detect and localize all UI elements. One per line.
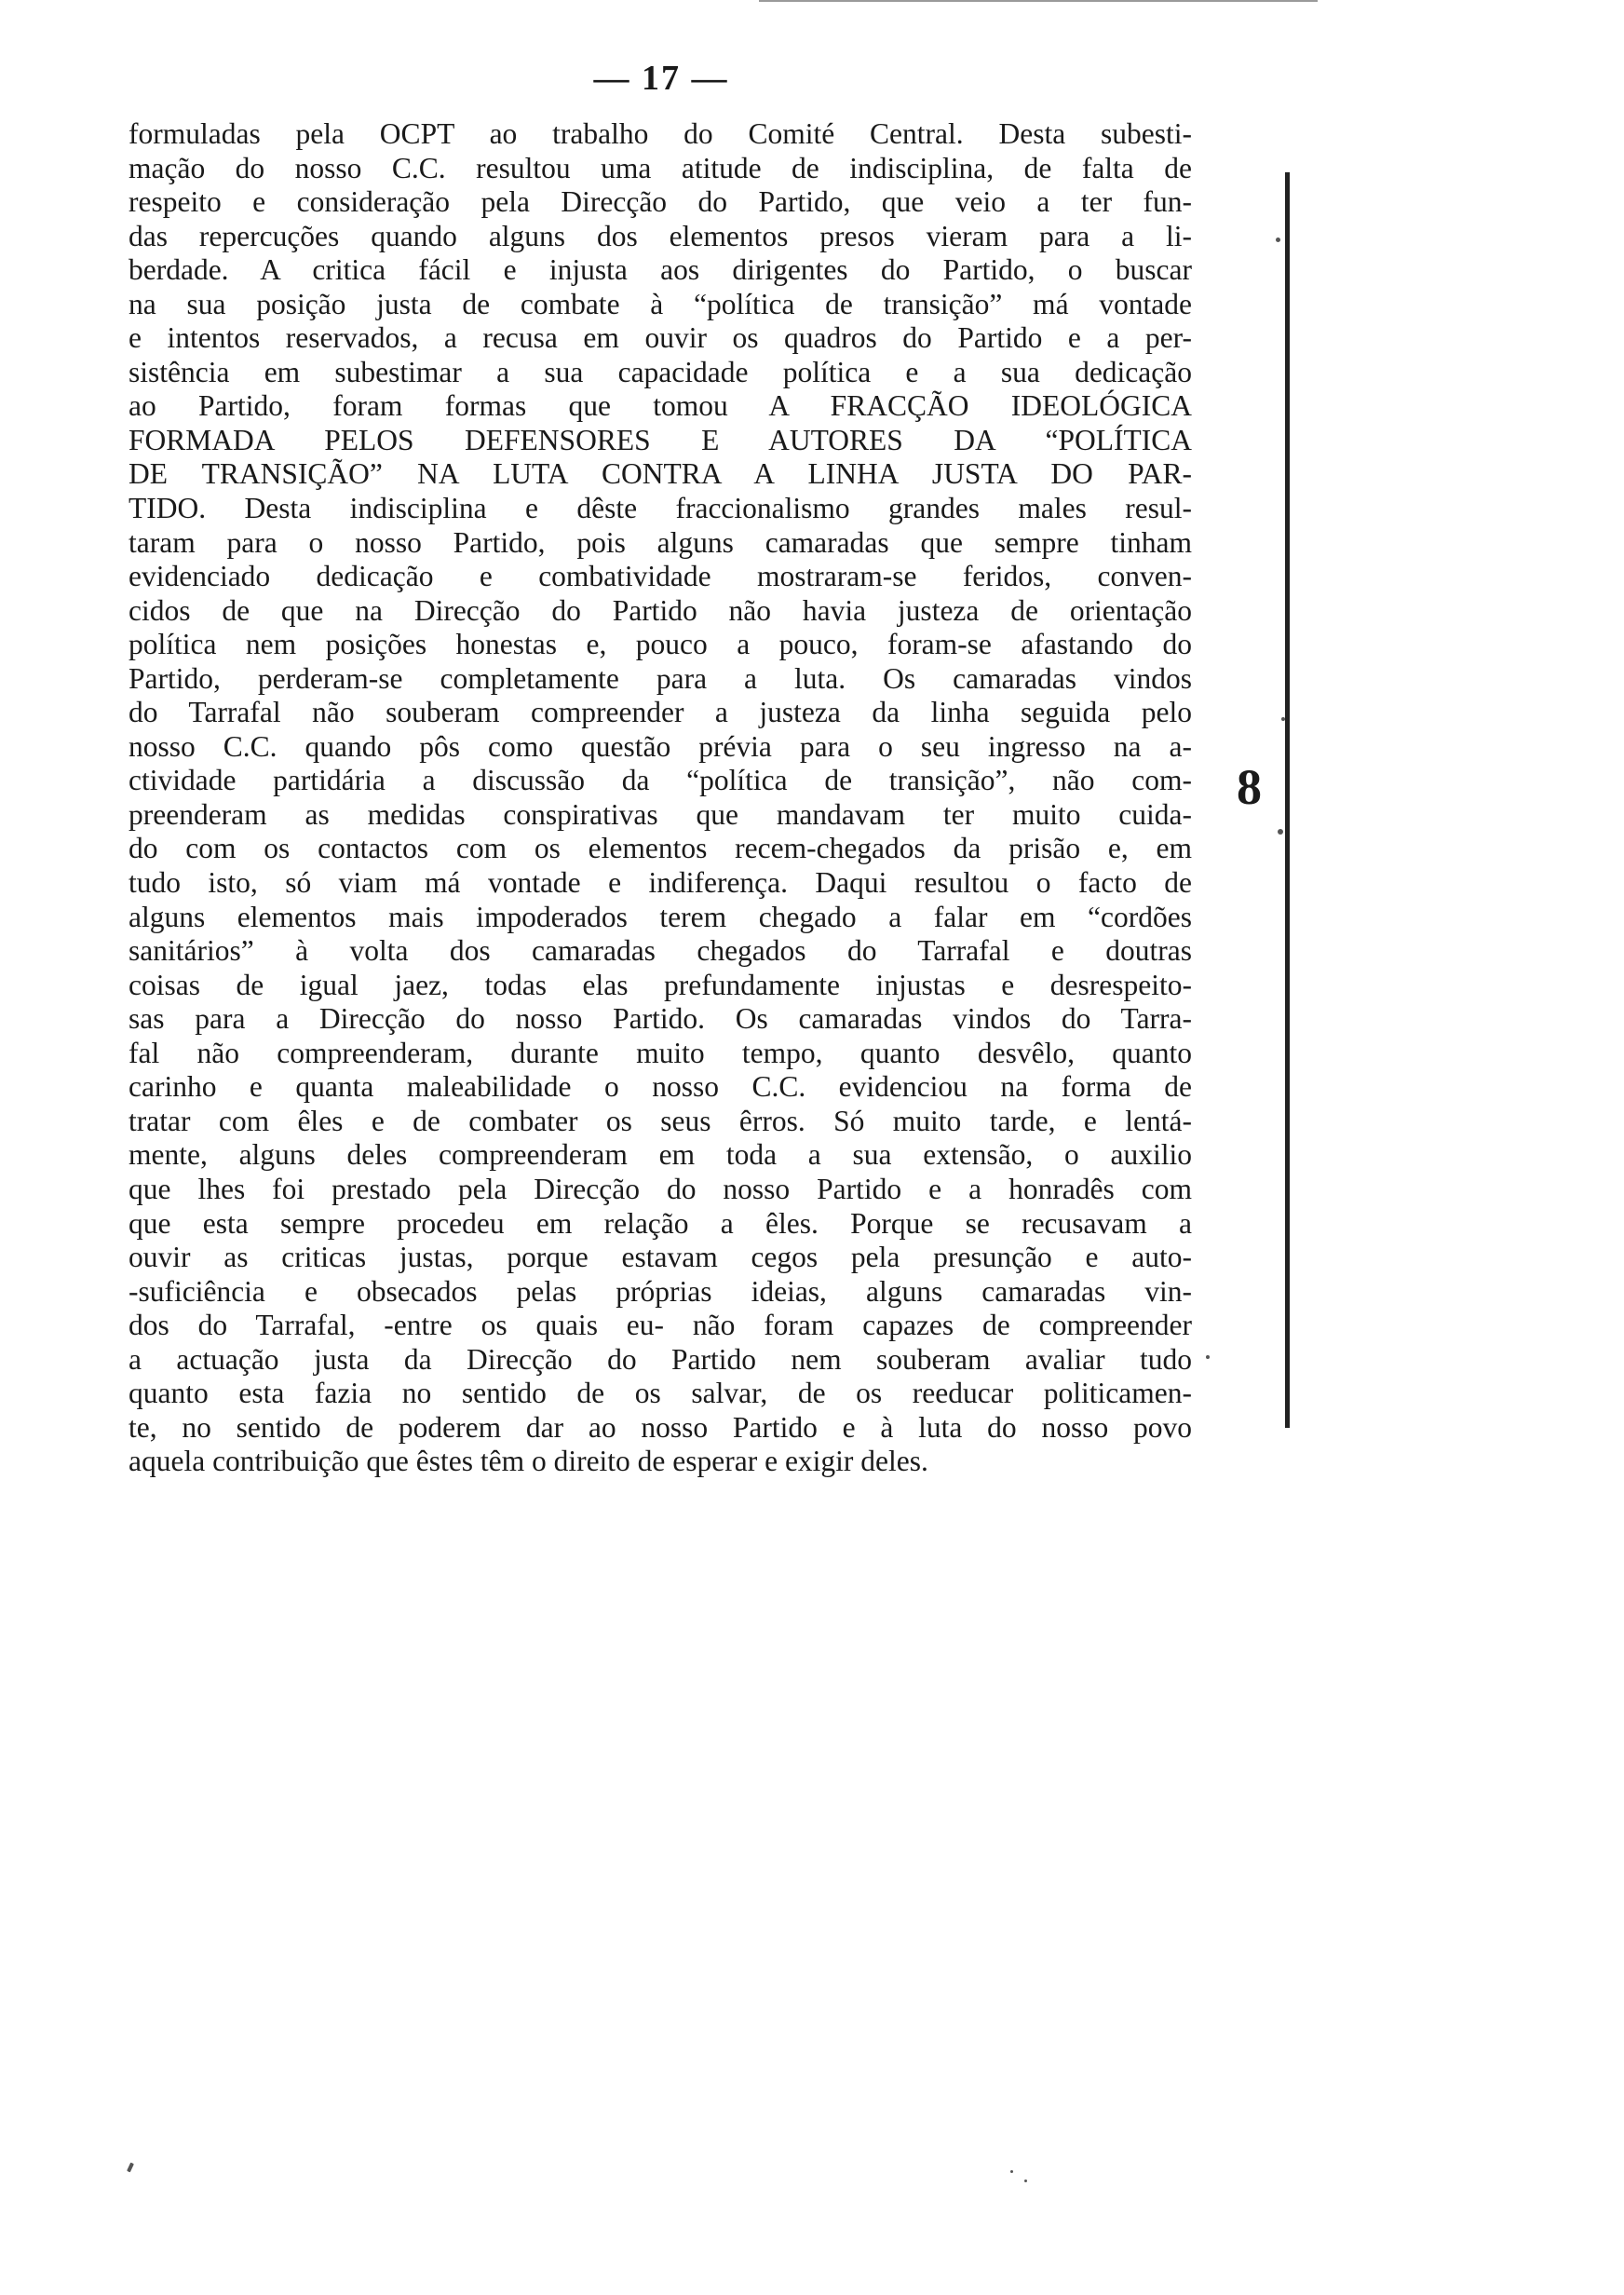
speck <box>1278 829 1283 835</box>
top-rule <box>759 0 1318 2</box>
text-line: sistência em subestimar a sua capacidade política e a sua dedicação <box>129 355 1192 388</box>
body-text <box>129 117 1192 1479</box>
text-line: a actuação justa da Direcção do Partido nem souberam avaliar tudo <box>129 1342 1192 1376</box>
text-line: do com os contactos com os elementos recem-chegados da prisão e, em <box>129 832 1192 865</box>
text-line: respeito e consideração pela Direcção do Partido, que veio a ter fun- <box>129 185 1192 219</box>
text-line: tratar com êles e de combater os seus êrros. Só muito tarde, e lentá- <box>129 1104 1192 1137</box>
text-line: nosso C.C. quando pôs como questão prévia para o seu ingresso na a- <box>129 729 1192 763</box>
text-line: preenderam as medidas conspirativas que mandavam ter muito cuida- <box>129 797 1192 831</box>
speck <box>1281 717 1285 721</box>
text-line: do Tarrafal não souberam compreender a justeza da linha seguida pelo <box>129 696 1192 729</box>
text-line: sas para a Direcção do nosso Partido. Os camaradas vindos do Tarra- <box>129 1002 1192 1036</box>
text-line: evidenciado dedicação e combatividade mostraram-se feridos, conven- <box>129 560 1192 593</box>
text-line: te, no sentido de poderem dar ao nosso Partido e à luta do nosso povo <box>129 1410 1192 1444</box>
text-line: mação do nosso C.C. resultou uma atitude de indisciplina, de falta de <box>129 151 1192 184</box>
speck <box>127 2163 134 2173</box>
text-line: FORMADA PELOS DEFENSORES E AUTORES DA “POLÍTICA <box>129 423 1192 456</box>
text-line: ao Partido, foram formas que tomou A FRACÇÃO IDEOLÓGICA <box>129 389 1192 423</box>
speck <box>1010 2170 1013 2173</box>
text-line: que lhes foi prestado pela Direcção do nosso Partido e a honradês com <box>129 1172 1192 1205</box>
text-line: que esta sempre procedeu em relação a êles. Porque se recusavam a <box>129 1206 1192 1240</box>
text-line: das repercuções quando alguns dos elementos presos vieram para a li- <box>129 219 1192 252</box>
text-line: DE TRANSIÇÃO” NA LUTA CONTRA A LINHA JUSTA DO PAR- <box>129 457 1192 491</box>
text-line: quanto esta fazia no sentido de os salvar, de os reeducar politicamen- <box>129 1377 1192 1410</box>
page-number: — 17 — <box>593 59 729 98</box>
margin-vertical-mark <box>1285 172 1290 1428</box>
text-line: sanitários” à volta dos camaradas chegados do Tarrafal e doutras <box>129 934 1192 968</box>
text-line: fal não compreenderam, durante muito tempo, quanto desvêlo, quanto <box>129 1036 1192 1069</box>
speck <box>1024 2180 1027 2182</box>
text-line: tudo isto, só viam má vontade e indiferença. Daqui resultou o facto de <box>129 866 1192 900</box>
text-line: coisas de igual jaez, todas elas prefundamente injustas e desrespeito- <box>129 968 1192 1001</box>
text-line: política nem posições honestas e, pouco a pouco, foram-se afastando do <box>129 628 1192 661</box>
text-line: e intentos reservados, a recusa em ouvir os quadros do Partido e a per- <box>129 321 1192 355</box>
margin-annotation: 8 <box>1237 759 1262 815</box>
text-line: ouvir as criticas justas, porque estavam cegos pela presunção e auto- <box>129 1241 1192 1274</box>
text-line: mente, alguns deles compreenderam em toda a sua extensão, o auxilio <box>129 1138 1192 1172</box>
text-line: berdade. A critica fácil e injusta aos dirigentes do Partido, o buscar <box>129 253 1192 287</box>
text-line: na sua posição justa de combate à “política de transição” má vontade <box>129 287 1192 320</box>
text-line: carinho e quanta maleabilidade o nosso C.C. evidenciou na forma de <box>129 1070 1192 1104</box>
text-line: aquela contribuição que êstes têm o direito de esperar e exigir deles. <box>129 1445 928 1478</box>
text-line: cidos de que na Direcção do Partido não havia justeza de orientação <box>129 593 1192 627</box>
speck <box>1206 1355 1210 1359</box>
text-line: -suficiência e obsecados pelas próprias ideias, alguns camaradas vin- <box>129 1274 1192 1308</box>
text-line: dos do Tarrafal, -entre os quais eu- não foram capazes de compreender <box>129 1309 1192 1342</box>
text-line: Partido, perderam-se completamente para a luta. Os camaradas vindos <box>129 661 1192 695</box>
speck <box>1276 238 1280 242</box>
text-line: TIDO. Desta indisciplina e dêste fraccionalismo grandes males resul- <box>129 492 1192 525</box>
text-line: alguns elementos mais impoderados terem chegado a falar em “cordões <box>129 900 1192 933</box>
text-line: taram para o nosso Partido, pois alguns camaradas que sempre tinham <box>129 525 1192 559</box>
text-line: formuladas pela OCPT ao trabalho do Comité Central. Desta subesti- <box>129 117 1192 150</box>
text-line: ctividade partidária a discussão da “política de transição”, não com- <box>129 764 1192 797</box>
